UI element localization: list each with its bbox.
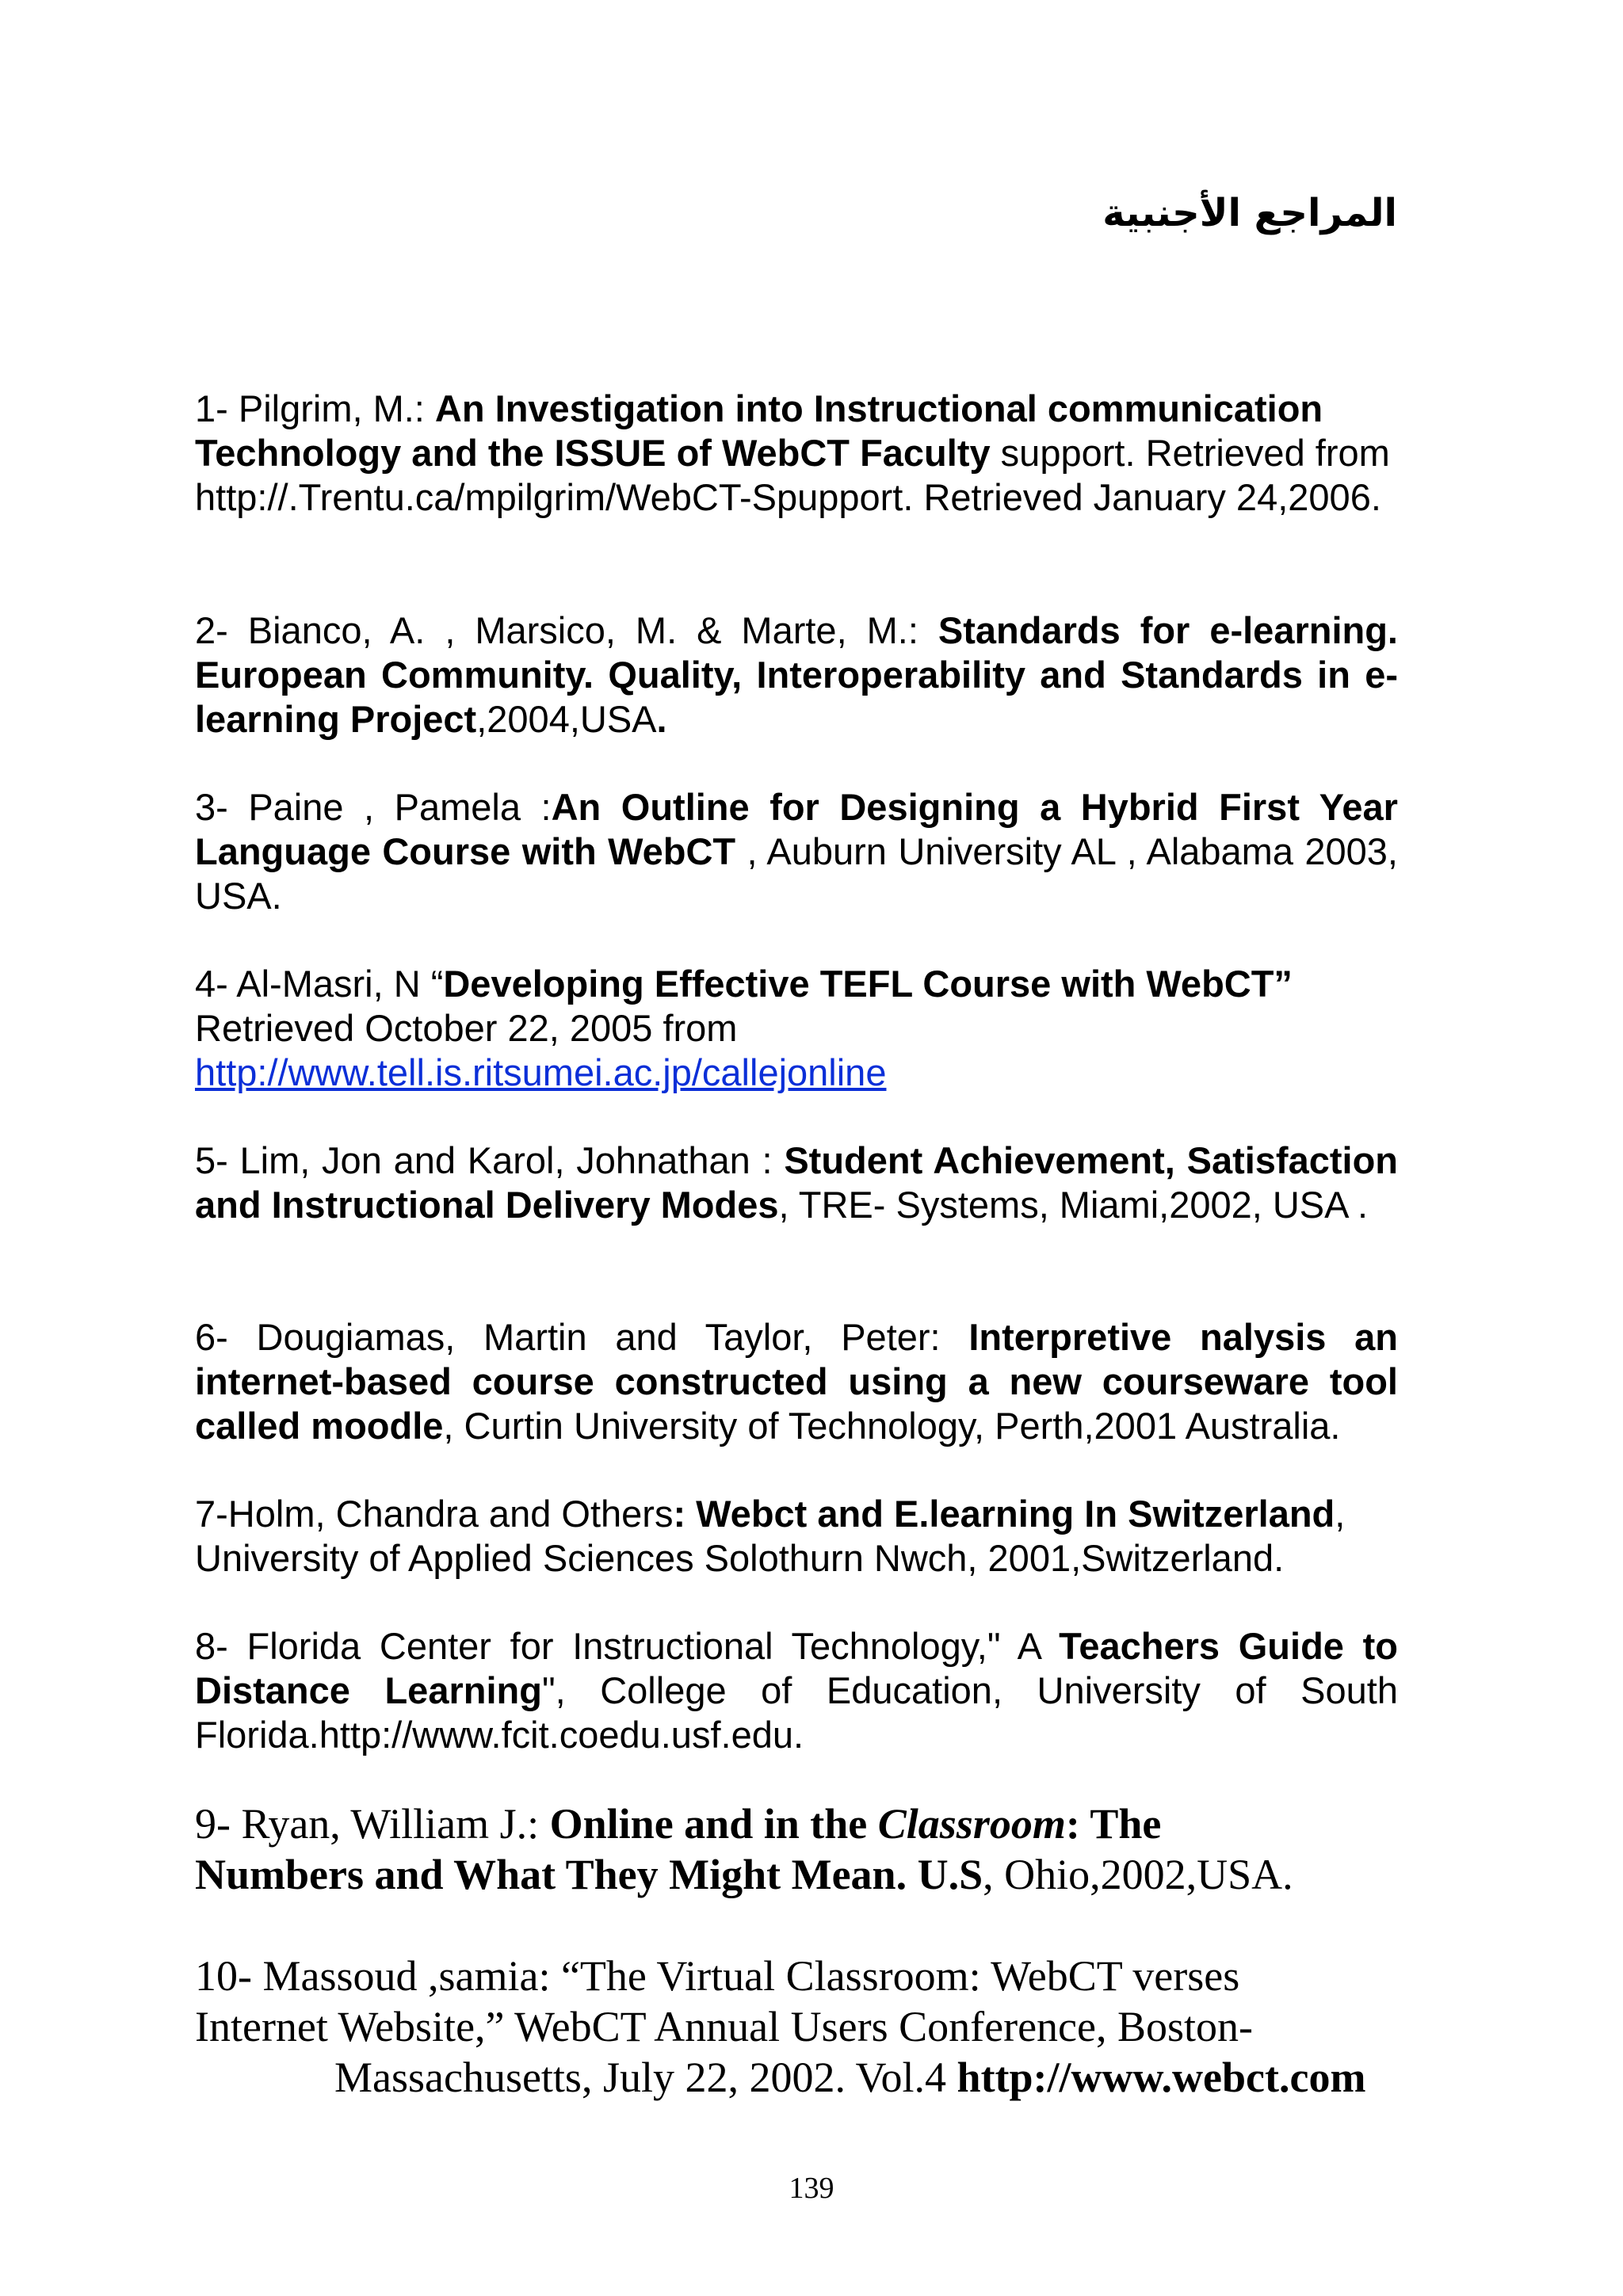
reference-10: 10- Massoud ,samia: “The Virtual Classroom: WebCT verses Internet Website,” WebCT Annual Users Conference, Boston- Massachusetts, July 22, 2002. Vol.4 http://www.webct.com [195, 1952, 1366, 2101]
reference-title: Developing Effective TEFL Course with WebCT” [443, 963, 1293, 1005]
reference-title: Teachers Guide to Distance Learning [195, 1625, 1398, 1711]
reference-9: 9- Ryan, William J.: Online and in the Classroom: The Numbers and What They Might Mean. U.S, Ohio,2002,USA. [195, 1800, 1293, 1898]
reference-3: 3- Paine , Pamela :An Outline for Designing a Hybrid First Year Language Course with WebCT , Auburn University AL , Alabama 2003, USA. [195, 786, 1398, 917]
reference-title: An Investigation into Instructional communication Technology and the ISSUE of WebCT Faculty [195, 387, 1323, 474]
reference-6: 6- Dougiamas, Martin and Taylor, Peter: Interpretive nalysis an internet-based course constructed using a new courseware tool called moodle, Curtin University of Technology, Perth,2001 Australia. [195, 1316, 1398, 1447]
reference-title: An Outline for Designing a Hybrid First Year Language Course with WebCT [195, 786, 1398, 872]
reference-7: 7-Holm, Chandra and Others: Webct and E.learning In Switzerland, University of Applied Sciences Solothurn Nwch, 2001,Switzerland. [195, 1493, 1346, 1579]
reference-title: Standards for e-learning. European Community. Quality, Interoperability and Standards in e-learning Project [195, 609, 1398, 740]
reference-2: 2- Bianco, A. , Marsico, M. & Marte, M.: Standards for e-learning. European Community. Quality, Interoperability and Standards in e-learning Project,2004,USA. [195, 609, 1398, 740]
reference-title: Online and in the [549, 1800, 878, 1848]
reference-title: : Webct and E.learning In Switzerland [673, 1493, 1335, 1535]
reference-5: 5- Lim, Jon and Karol, Johnathan : Student Achievement, Satisfaction and Instructional Delivery Modes, TRE- Systems, Miami,2002, USA . [195, 1139, 1398, 1226]
references-heading: المراجع الأجنبية [1102, 191, 1397, 235]
reference-link: http://www.webct.com [957, 2054, 1366, 2101]
page-number: 139 [789, 2172, 834, 2205]
reference-link[interactable]: http://www.tell.is.ritsumei.ac.jp/callejonline [195, 1051, 887, 1093]
reference-title: Student Achievement, Satisfaction and Instructional Delivery Modes [195, 1139, 1398, 1226]
reference-1: 1- Pilgrim, M.: An Investigation into Instructional communication Technology and the ISSUE of WebCT Faculty support. Retrieved from http://.Trentu.ca/mpilgrim/WebCT-Spupport. Retrieved January 24,2006. [195, 387, 1390, 518]
reference-4: 4- Al-Masri, N “Developing Effective TEFL Course with WebCT” Retrieved October 22, 2005 from http://www.tell.is.ritsumei.ac.jp/callejonline [195, 963, 1293, 1093]
reference-title: Interpretive nalysis an internet-based course constructed using a new courseware tool called moodle [195, 1316, 1398, 1447]
reference-8: 8- Florida Center for Instructional Technology," A Teachers Guide to Distance Learning", College of Education, University of South Florida.http://www.fcit.coedu.usf.edu. [195, 1625, 1398, 1756]
